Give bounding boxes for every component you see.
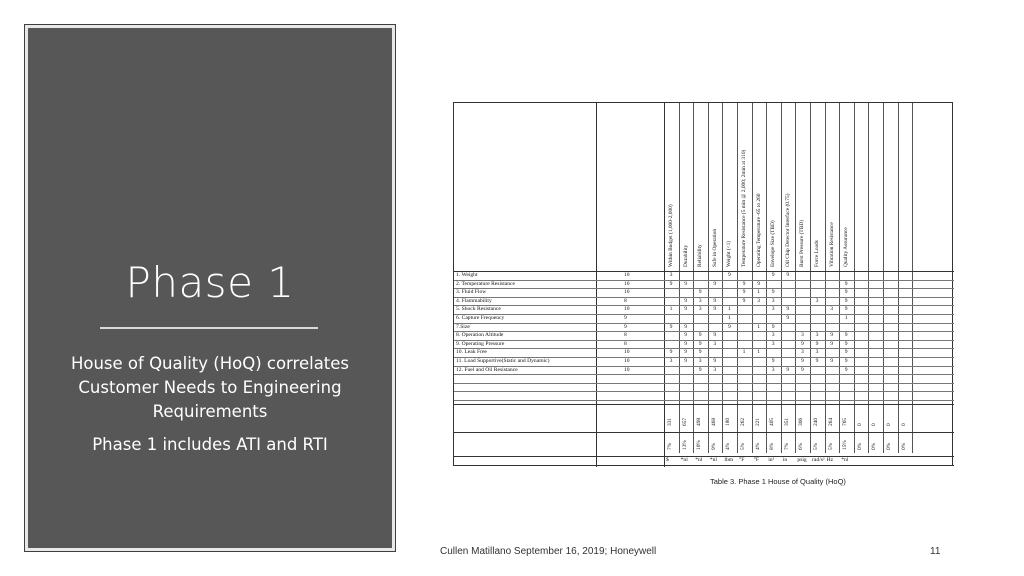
rti-value: 7%: [667, 442, 673, 450]
customer-weight: 8: [624, 297, 627, 304]
slide-subtitle-2: Phase 1 includes ATI and RTI: [92, 435, 328, 454]
relationship-mark: 9: [786, 272, 790, 278]
relationship-mark: 9: [684, 332, 687, 339]
title-divider: [100, 327, 318, 329]
design-objective: 12. Fuel and Oil Resistance: [456, 366, 518, 373]
unit-value: °F: [739, 457, 745, 463]
relationship-mark: 9: [669, 323, 673, 330]
relationship-mark: 9: [698, 332, 702, 339]
eng-requirement-header: Envelope Size (TBD): [770, 220, 777, 267]
relationship-mark: 3: [713, 340, 717, 347]
relationship-mark: 9: [771, 358, 775, 364]
header-divider: [454, 271, 954, 272]
ati-value: 0: [856, 423, 863, 426]
relationship-mark: 9: [786, 306, 790, 313]
customer-weight: 9: [624, 315, 627, 321]
unit-value: $: [666, 457, 669, 463]
customer-weight: 10: [624, 272, 630, 278]
unit-value: in³: [768, 457, 775, 463]
ati-value: 306: [798, 417, 805, 426]
relationship-mark: 9: [698, 349, 702, 356]
design-objective: 7.Size: [456, 323, 470, 330]
weight-col-divider: [664, 103, 665, 467]
relationship-mark: 3: [830, 306, 833, 313]
target-top-divider: [454, 465, 954, 466]
relationship-mark: 1: [669, 306, 673, 313]
design-objective: 10. Leak Free: [456, 349, 487, 356]
relationship-mark: 9: [684, 306, 687, 313]
relationship-mark: 3: [800, 349, 804, 356]
relationship-mark: 9: [844, 358, 848, 364]
relationship-mark: 9: [800, 340, 804, 347]
design-objective: 8. Operation Altitude: [456, 332, 504, 339]
ati-value: 765: [842, 417, 849, 426]
relationship-mark: 9: [771, 323, 775, 330]
relationship-mark: 3: [669, 272, 673, 278]
relationship-mark: 3: [815, 349, 819, 356]
relationship-mark: 3: [698, 358, 702, 364]
relationship-mark: 9: [742, 280, 746, 287]
customer-weight: 10: [624, 366, 630, 373]
rti-value: 4%: [754, 442, 761, 450]
eng-requirement-header: Operating Temperature -65 to 260: [755, 193, 762, 267]
customer-weight: 10: [624, 358, 630, 364]
relationship-mark: 9: [742, 297, 746, 304]
relationship-mark: 1: [757, 349, 760, 356]
slide-title: Phase 1: [125, 258, 295, 307]
customer-weight: 10: [624, 349, 630, 356]
rti-value: 7%: [783, 442, 790, 450]
row-divider: [454, 400, 954, 401]
relationship-mark: 9: [844, 349, 848, 356]
unit-value: Hz: [826, 457, 834, 463]
rti-value: 6%: [798, 442, 805, 450]
relationship-mark: 3: [815, 297, 819, 304]
row-divider: [454, 383, 954, 384]
eng-requirement-header: Reliability: [697, 244, 704, 267]
design-objective: 1. Weight: [456, 272, 478, 278]
relationship-mark: 1: [757, 323, 760, 330]
relationship-mark: 9: [713, 297, 717, 304]
relationship-mark: 9: [844, 306, 848, 313]
relationship-mark: 1: [844, 315, 848, 321]
relationship-mark: 3: [698, 297, 702, 304]
ati-value: 0: [900, 423, 907, 426]
eng-requirement-header: Force Loads: [814, 240, 820, 267]
rti-value: 15%: [842, 440, 849, 450]
relationship-mark: 9: [698, 289, 702, 296]
relationship-mark: 9: [684, 323, 687, 330]
relationship-mark: 9: [684, 349, 687, 356]
relationship-mark: 9: [698, 366, 702, 373]
ati-value: 657: [681, 417, 688, 426]
relationship-mark: 9: [684, 297, 687, 304]
ati-value: 262: [740, 417, 746, 426]
ati-value: 180: [725, 417, 732, 426]
unit-value: *nl: [841, 457, 849, 463]
house-of-quality-table: [453, 102, 953, 466]
relationship-mark: 9: [844, 289, 848, 296]
rti-value: 0%: [886, 442, 892, 450]
ati-value: 240: [813, 417, 819, 426]
eng-requirement-header: Vibration Resistance: [828, 222, 835, 267]
design-objective: 4. Flammability: [456, 297, 492, 304]
relationship-mark: 9: [786, 366, 790, 373]
ati-value: 0: [871, 423, 878, 426]
table-caption: Table 3. Phase 1 House of Quality (HoQ): [710, 477, 846, 486]
page-number: 11: [930, 546, 941, 557]
eng-requirement-header: Within Budget (1,000-2,000): [668, 204, 674, 267]
design-col-divider: [596, 103, 597, 467]
relationship-mark: 1: [727, 315, 731, 321]
relationship-mark: 9: [713, 280, 717, 287]
relationship-mark: 3: [771, 366, 775, 373]
unit-value: *nl: [695, 457, 703, 463]
relationship-mark: 9: [727, 272, 731, 278]
rti-value: 5%: [827, 442, 834, 450]
relationship-mark: 9: [727, 323, 731, 330]
design-objective: 6. Capture Frequency: [456, 315, 505, 321]
rti-value: 13%: [681, 440, 688, 450]
relationship-mark: 9: [844, 332, 848, 339]
rti-value: 0%: [856, 442, 863, 450]
relationship-mark: 9: [800, 366, 804, 373]
relationship-mark: 3: [771, 332, 775, 339]
eng-requirement-header: Safe in Operation: [711, 228, 718, 267]
rti-value: 8%: [769, 442, 776, 450]
unit-top-divider: [454, 456, 954, 457]
customer-weight: 10: [624, 280, 630, 287]
relationship-mark: 3: [815, 332, 819, 339]
design-objective: 11. Load Supportive(Static and Dynamic): [456, 358, 550, 364]
relationship-mark: 3: [757, 297, 760, 304]
unit-value: °F: [753, 457, 759, 463]
eng-requirement-header: Oil Chip Detector Interface (0.75): [784, 193, 791, 267]
relationship-mark: 1: [727, 306, 731, 313]
ati-top-divider: [454, 404, 954, 405]
relationship-mark: 9: [684, 340, 687, 347]
relationship-mark: 9: [713, 358, 717, 364]
relationship-mark: 3: [713, 366, 717, 373]
slide-footer: Cullen Matillano September 16, 2019; Honeywell: [440, 546, 657, 557]
design-objective: 5. Shock Resistance: [456, 306, 501, 313]
eng-requirement-header: Durability: [682, 244, 689, 267]
customer-weight: 8: [624, 340, 627, 347]
relationship-mark: 9: [830, 332, 833, 339]
relationship-mark: 9: [684, 280, 687, 287]
customer-weight: 10: [624, 306, 630, 313]
relationship-mark: 9: [669, 280, 673, 287]
design-objective: 3. Fluid Flow: [456, 289, 487, 296]
unit-value: *nl: [709, 457, 717, 463]
ati-value: 331: [667, 417, 673, 426]
customer-weight: 8: [624, 332, 627, 339]
ati-value: 498: [696, 417, 703, 426]
unit-value: *nl: [680, 457, 688, 463]
unit-value: rad/s²: [812, 457, 825, 463]
eng-requirement-header: Temperature Resistance (5 min @ 2,000; 2min at 310): [741, 149, 747, 267]
rti-top-divider: [454, 432, 954, 433]
relationship-mark: 9: [815, 358, 819, 364]
design-objective: 9. Operating Pressure: [456, 340, 505, 347]
relationship-mark: 9: [844, 340, 848, 347]
ati-value: 0: [886, 423, 892, 426]
relationship-mark: 9: [684, 358, 687, 364]
relationship-mark: 9: [698, 340, 702, 347]
relationship-mark: 3: [698, 306, 702, 313]
eng-requirement-header: Burst Pressure (TBD): [799, 219, 806, 267]
relationship-mark: 9: [786, 315, 790, 321]
relationship-mark: 9: [844, 366, 848, 373]
relationship-mark: 1: [757, 289, 760, 296]
relationship-mark: 9: [742, 289, 746, 296]
rti-value: 0%: [900, 442, 907, 450]
relationship-mark: 9: [713, 306, 717, 313]
row-divider: [454, 314, 954, 315]
eng-requirement-header: Quality Assurance: [843, 227, 850, 267]
relationship-mark: 3: [669, 358, 673, 364]
unit-value: psig: [797, 457, 807, 463]
relationship-mark: 9: [771, 272, 775, 278]
row-divider: [454, 280, 954, 281]
relationship-mark: 9: [830, 358, 833, 364]
relationship-mark: 9: [830, 340, 833, 347]
rti-value: 5%: [813, 442, 819, 450]
row-divider: [454, 391, 954, 392]
relationship-mark: 9: [844, 280, 848, 287]
ati-value: 468: [710, 417, 717, 426]
relationship-mark: 3: [771, 340, 775, 347]
rti-value: 9%: [710, 442, 717, 450]
row-divider: [454, 323, 954, 324]
rti-value: 0%: [871, 442, 878, 450]
customer-weight: 9: [624, 323, 627, 330]
left-panel: [0, 0, 420, 576]
ati-value: 405: [769, 417, 776, 426]
rti-value: 10%: [696, 440, 703, 450]
relationship-mark: 9: [844, 297, 848, 304]
relationship-mark: 3: [800, 332, 804, 339]
relationship-mark: 3: [771, 297, 775, 304]
customer-weight: 10: [624, 289, 630, 296]
relationship-mark: 9: [713, 332, 717, 339]
rti-value: 4%: [725, 442, 732, 450]
relationship-mark: 9: [771, 289, 775, 296]
design-objective: 2. Temperature Resistance: [456, 280, 515, 287]
relationship-mark: 3: [771, 306, 775, 313]
unit-value: in: [782, 457, 788, 463]
unit-value: lbm: [724, 457, 734, 463]
slide-subtitle: House of Quality (HoQ) correlates Customer Needs to Engineering Requirements: [70, 354, 350, 421]
ati-value: 351: [783, 417, 790, 426]
relationship-mark: 9: [669, 349, 673, 356]
relationship-mark: 1: [742, 349, 746, 356]
row-divider: [454, 374, 954, 375]
relationship-mark: 9: [815, 340, 819, 347]
relationship-mark: 9: [800, 358, 804, 364]
eng-requirement-header: Weight (<1): [726, 240, 733, 267]
ati-value: 264: [827, 417, 834, 426]
ati-value: 221: [754, 417, 761, 426]
rti-value: 5%: [740, 442, 746, 450]
relationship-mark: 9: [757, 280, 760, 287]
